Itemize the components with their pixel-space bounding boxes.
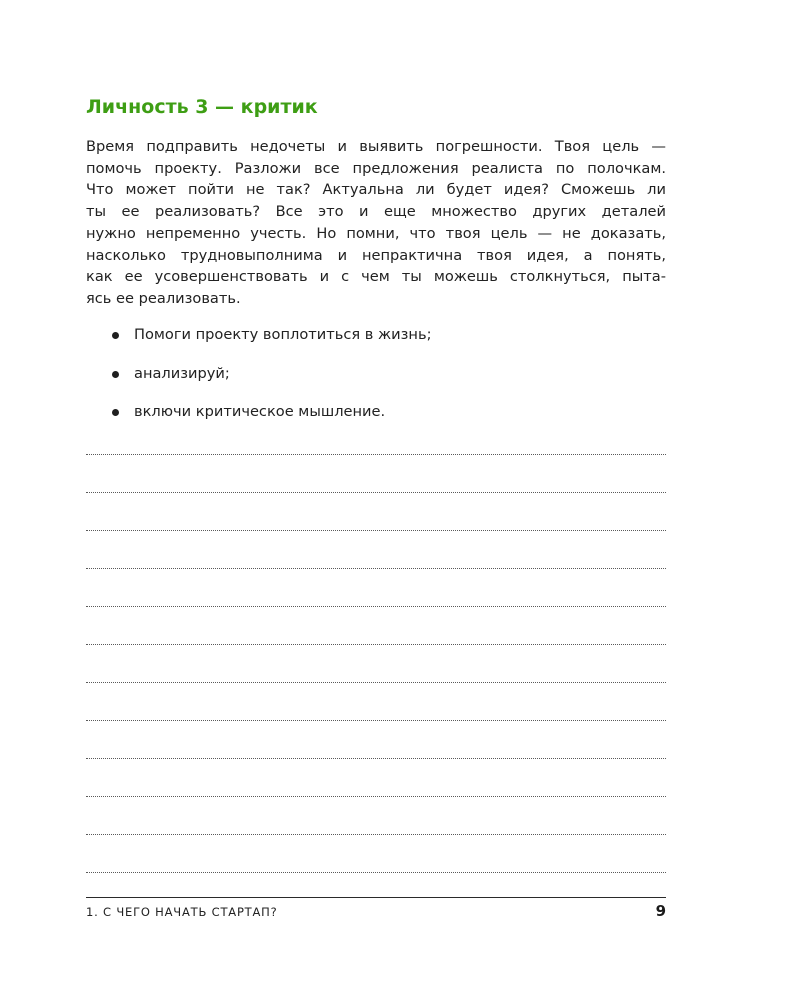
note-line — [86, 796, 666, 797]
paragraph-line: ты ее реализовать? Все это и еще множество других деталей — [86, 203, 666, 221]
bullet-item — [86, 399, 431, 438]
note-line — [86, 606, 666, 607]
footer-divider — [86, 897, 666, 898]
paragraph-line: ясь ее реализовать. — [86, 289, 241, 307]
section-heading: Личность 3 — критик — [86, 96, 318, 118]
note-line — [86, 644, 666, 645]
bullet-dot-icon — [112, 332, 119, 339]
bullet-item — [86, 322, 431, 361]
bullet-text: включи критическое мышление. — [134, 403, 386, 420]
note-line — [86, 568, 666, 569]
note-line — [86, 720, 666, 721]
bullet-item — [86, 361, 431, 400]
bullet-list — [86, 322, 431, 438]
note-line — [86, 758, 666, 759]
bullet-text: Помоги проекту воплотиться в жизнь; — [134, 326, 432, 343]
note-line — [86, 682, 666, 683]
note-line — [86, 454, 666, 455]
paragraph-line: Время подправить недочеты и выявить погрешности. Твоя цель — — [86, 138, 666, 155]
paragraph-line: Что может пойти не так? Актуальна ли будет идея? Сможешь ли — [86, 181, 666, 199]
page-number: 9 — [655, 902, 666, 920]
body-paragraph — [86, 136, 666, 310]
footer-chapter-title: 1. С ЧЕГО НАЧАТЬ СТАРТАП? — [86, 905, 278, 919]
paragraph-line: как ее усовершенствовать и с чем ты можешь столкнуться, пыта- — [86, 268, 666, 286]
bullet-dot-icon — [112, 371, 119, 378]
bullet-dot-icon — [112, 409, 119, 416]
note-line — [86, 834, 666, 835]
paragraph-line: нужно непременно учесть. Но помни, что твоя цель — не доказать, — [86, 224, 666, 242]
paragraph-line: помочь проекту. Разложи все предложения реалиста по полочкам. — [86, 159, 666, 177]
bullet-text: анализируй; — [134, 364, 230, 382]
note-line — [86, 530, 666, 531]
note-line — [86, 492, 666, 493]
paragraph-line: насколько трудновыполнима и непрактична твоя идея, а понять, — [86, 246, 666, 264]
note-line — [86, 872, 666, 873]
